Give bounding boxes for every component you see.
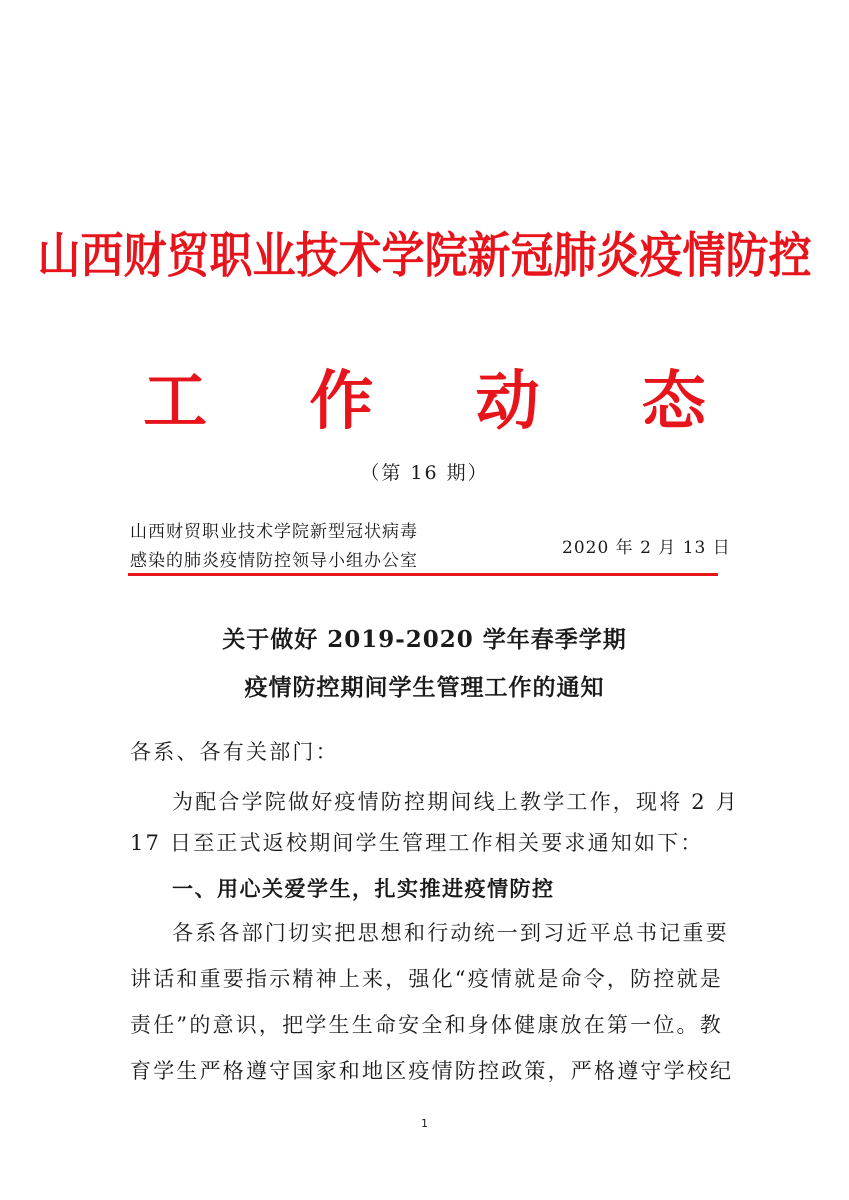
issuer-line-1: 山西财贸职业技术学院新型冠状病毒 <box>130 522 418 542</box>
issuer-line-2: 感染的肺炎疫情防控领导小组办公室 <box>130 551 418 571</box>
issue-number: （第 16 期） <box>360 462 489 484</box>
masthead-title: 山西财贸职业技术学院新冠肺炎疫情防控 <box>37 228 812 285</box>
paragraph-2-line-1: 各系各部门切实把思想和行动统一到习近平总书记重要 <box>172 921 729 945</box>
paragraph-1-line-2: 17 日至正式返校期间学生管理工作相关要求通知如下： <box>130 831 704 855</box>
issuer-block <box>130 518 470 576</box>
notice-title-line-2: 疫情防控期间学生管理工作的通知 <box>244 674 605 701</box>
masthead-subtitle: 工 作 动 态 <box>143 364 746 439</box>
salutation: 各系、各有关部门： <box>130 740 339 764</box>
paragraph-2-line-3: 责任”的意识，把学生生命安全和身体健康放在第一位。教 <box>130 1013 723 1037</box>
paragraph-1-line-1: 为配合学院做好疫情防控期间线上教学工作，现将 2 月 <box>172 790 739 814</box>
issue-date: 2020 年 2 月 13 日 <box>562 538 731 558</box>
paragraph-2-line-4: 育学生严格遵守国家和地区疫情防控政策，严格遵守学校纪 <box>130 1059 734 1083</box>
notice-title-line-1: 关于做好 2019-2020 学年春季学期 <box>222 626 627 653</box>
section-heading-1: 一、用心关爱学生，扎实推进疫情防控 <box>172 877 555 901</box>
red-divider <box>128 573 718 576</box>
page-number: 1 <box>421 1117 428 1130</box>
paragraph-2-line-2: 讲话和重要指示精神上来，强化“疫情就是命令，防控就是 <box>130 967 723 991</box>
